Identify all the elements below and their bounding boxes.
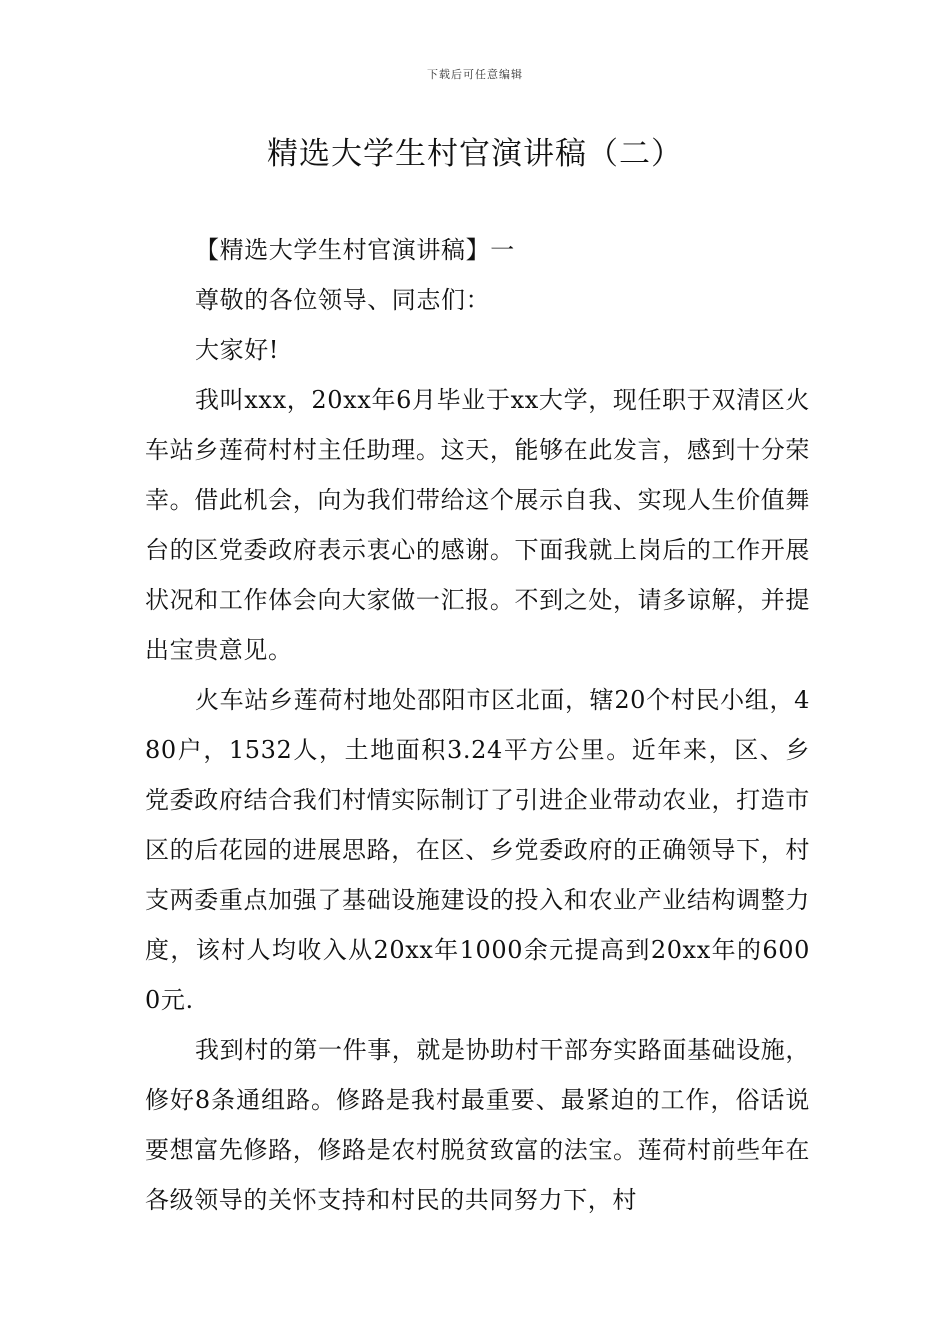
document-body xyxy=(145,225,810,1225)
header-note: 下载后可任意编辑 xyxy=(427,68,523,81)
paragraph-road-building: 我到村的第一件事，就是协助村干部夯实路面基础设施，修好8条通组路。修路是我村最重要、最紧迫的工作，俗话说要想富先修路，修路是农村脱贫致富的法宝。莲荷村前些年在各级领导的关怀支持和村民的共同努力下，村 xyxy=(145,1036,810,1214)
document-title: 精选大学生村官演讲稿（二） xyxy=(267,136,683,172)
paragraph-introduction: 我叫xxx，20xx年6月毕业于xx大学，现任职于双清区火车站乡莲荷村村主任助理。这天，能够在此发言，感到十分荣幸。借此机会，向为我们带给这个展示自我、实现人生价值舞台的区党委政府表示衷心的感谢。下面我就上岗后的工作开展状况和工作体会向大家做一汇报。不到之处，请多谅解，并提出宝贵意见。 xyxy=(145,386,810,664)
paragraph-heading: 【精选大学生村官演讲稿】一 xyxy=(195,236,515,264)
paragraph-greeting: 大家好! xyxy=(195,336,280,364)
paragraph-village-overview: 火车站乡莲荷村地处邵阳市区北面，辖20个村民小组，480户，1532人，土地面积3.24平方公里。近年来，区、乡党委政府结合我们村情实际制订了引进企业带动农业，打造市区的后花园的进展思路，在区、乡党委政府的正确领导下，村支两委重点加强了基础设施建设的投入和农业产业结构调整力度，该村人均收入从20xx年1000余元提高到20xx年的6000元. xyxy=(145,686,810,1014)
paragraph-salutation: 尊敬的各位领导、同志们： xyxy=(195,286,491,314)
